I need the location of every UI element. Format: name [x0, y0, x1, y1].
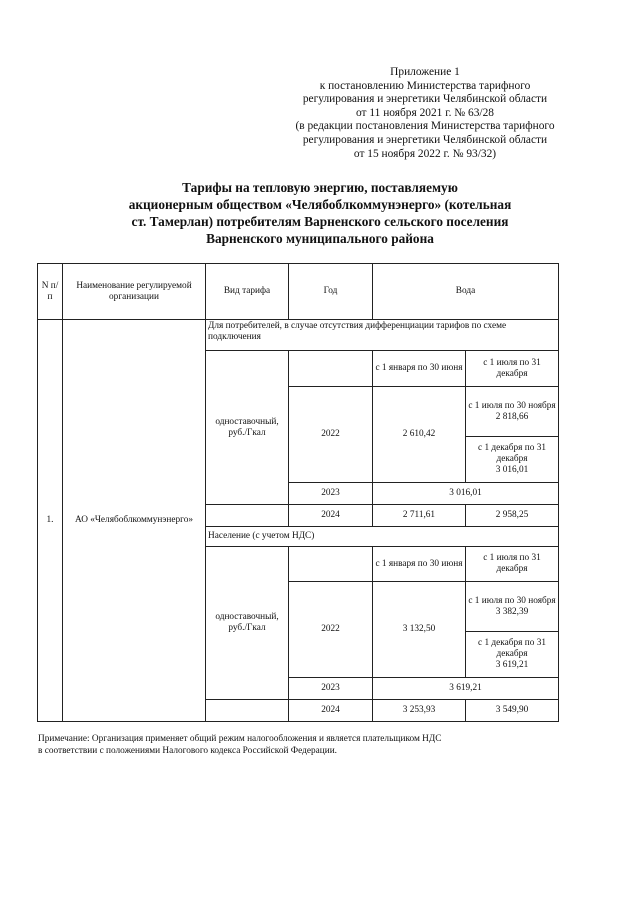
section-label: Население (с учетом НДС) [206, 527, 559, 547]
tariff-type: одноставочный, руб./Гкал [206, 351, 289, 505]
value-cell [466, 437, 559, 483]
title-line: ст. Тамерлан) потребителям Варненского сельского поселения [131, 214, 509, 229]
header-tariff-type: Вид тарифа [206, 264, 289, 320]
period-cell: с 1 июля по 31 декабря [466, 351, 559, 387]
period-text: с 1 июля по 30 ноября [468, 400, 556, 411]
appendix-line: регулирования и энергетики Челябинской области [302, 93, 548, 106]
value-text: 2 818,66 [495, 411, 529, 422]
row-number: 1. [38, 320, 63, 722]
year-cell: 2024 [289, 700, 373, 722]
year-cell: 2022 [289, 387, 373, 483]
appendix-line: (в редакции постановления Министерства тарифного [295, 120, 555, 133]
appendix-header [270, 66, 580, 161]
tariff-type: одноставочный, руб./Гкал [206, 547, 289, 700]
year-cell: 2022 [289, 582, 373, 678]
value-text: 3 382,39 [495, 606, 529, 617]
document-title [70, 179, 570, 247]
value-cell [466, 582, 559, 632]
value-cell: 3 253,93 [373, 700, 466, 722]
empty-cell [206, 505, 289, 527]
title-line: Варненского муниципального района [206, 231, 434, 246]
value-cell: 3 016,01 [373, 483, 559, 505]
period-cell: с 1 января по 30 июня [373, 351, 466, 387]
period-text: с 1 июля по 30 ноября [468, 595, 556, 606]
title-line: акционерным обществом «Челябоблкоммунэнерго» (котельная [128, 197, 512, 212]
year-cell: 2023 [289, 483, 373, 505]
value-cell [466, 387, 559, 437]
note-line: в соответствии с положениями Налогового кодекса Российской Федерации. [38, 745, 338, 756]
appendix-line: регулирования и энергетики Челябинской области [302, 133, 548, 146]
value-cell: 3 549,90 [466, 700, 559, 722]
period-text: с 1 декабря по 31 декабря [478, 638, 547, 660]
year-cell: 2024 [289, 505, 373, 527]
table-row [38, 320, 559, 351]
appendix-line: от 15 ноября 2022 г. № 93/32) [353, 147, 497, 160]
value-text: 3 016,01 [495, 464, 529, 475]
appendix-line: к постановлению Министерства тарифного [319, 79, 531, 92]
value-cell: 3 132,50 [373, 582, 466, 678]
value-text: 3 619,21 [495, 659, 529, 670]
value-cell: 3 619,21 [373, 678, 559, 700]
empty-cell [289, 547, 373, 582]
value-cell: 2 711,61 [373, 505, 466, 527]
organization-name: АО «Челябоблкоммунэнерго» [63, 320, 206, 722]
header-num: N п/п [38, 264, 63, 320]
value-cell: 2 958,25 [466, 505, 559, 527]
period-text: с 1 декабря по 31 декабря [478, 443, 547, 465]
year-cell: 2023 [289, 678, 373, 700]
section-label: Для потребителей, в случае отсутствия дифференциации тарифов по схеме подключения [206, 320, 559, 351]
note-line: Примечание: Организация применяет общий режим налогообложения и является плательщиком НДС [38, 734, 442, 744]
empty-cell [289, 351, 373, 387]
header-row [38, 264, 559, 320]
footnote [38, 734, 578, 757]
header-year: Год [289, 264, 373, 320]
title-line: Тарифы на тепловую энергию, поставляемую [182, 180, 458, 195]
header-water: Вода [373, 264, 559, 320]
empty-cell [206, 700, 289, 722]
appendix-line: Приложение 1 [390, 66, 460, 78]
period-cell: с 1 июля по 31 декабря [466, 547, 559, 582]
value-cell: 2 610,42 [373, 387, 466, 483]
period-cell: с 1 января по 30 июня [373, 547, 466, 582]
value-cell [466, 632, 559, 678]
header-org: Наименование регулируемой организации [63, 264, 206, 320]
tariffs-table [37, 263, 559, 722]
appendix-line: от 11 ноября 2021 г. № 63/28 [356, 106, 494, 119]
